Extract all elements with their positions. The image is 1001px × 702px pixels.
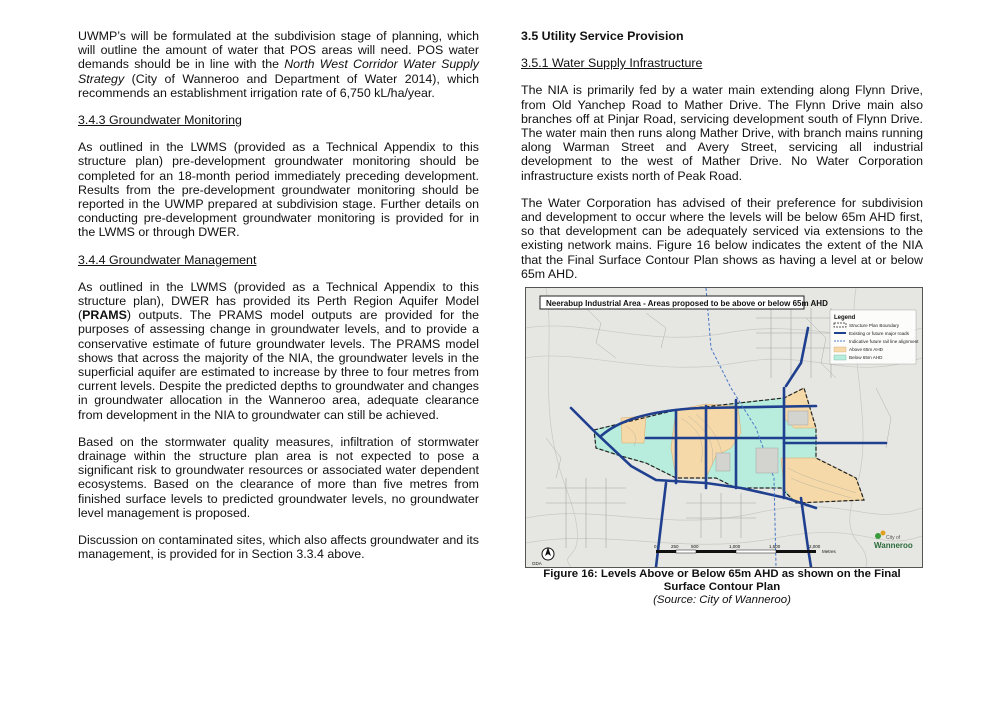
scale-unit: Metres	[822, 549, 836, 554]
heading-3-5-1: 3.5.1 Water Supply Infrastructure	[521, 56, 703, 71]
legend-title: Legend	[834, 315, 856, 321]
legend-item-roads: Existing or future major roads	[849, 331, 909, 336]
figure-caption	[521, 568, 923, 608]
scale-label-250: 250	[671, 544, 679, 549]
heading-3-5: 3.5 Utility Service Provision	[521, 29, 684, 43]
legend-item-boundary: Structure Plan Boundary	[849, 323, 900, 328]
heading-3-4-3: 3.4.3 Groundwater Monitoring	[78, 113, 242, 128]
datum-label: GDA	[532, 561, 542, 566]
paragraph-stormwater: Based on the stormwater quality measures, infiltration of stormwater drainage within the structure plan area is not expected to pose a significant risk to groundwater resources or associated water dependent ecosystems. Based on the clearance of more than five metres from finished surface levels to predicted groundwater levels, no groundwater level management is proposed.	[78, 434, 479, 520]
scale-label-500: 500	[691, 544, 699, 549]
scale-label-1000: 1,000	[729, 544, 741, 549]
paragraph-groundwater-management	[78, 280, 479, 422]
paragraph-groundwater-monitoring: As outlined in the LWMS (provided as a Technical Appendix to this structure plan) pre-development groundwater monitoring should be completed for an 18-month period immediately preceding development. Results from the pre-development groundwater monitoring should be reported in the UWMP prepared at subdivision stage. Further details on conducting pre-development groundwater monitoring is provided for in the LWMS or through DWER.	[78, 140, 479, 240]
logo-city-of: City of	[886, 535, 901, 541]
text: As outlined in the LWMS (provided as a Technical Appendix to this structure plan), DWER has provided its Perth Region Aquifer Model (	[78, 279, 479, 323]
paragraph-pos-demands	[78, 29, 479, 100]
caption-title: Figure 16: Levels Above or Below 65m AHD as shown on the Final Surface Contour Plan	[543, 568, 901, 594]
caption-source: (Source: City of Wanneroo)	[653, 594, 791, 607]
scale-label-2000: 2,000	[809, 544, 821, 549]
paragraph-water-main: The NIA is primarily fed by a water main extending along Flynn Drive, from Old Yanchep Road to Mather Drive. The Flynn Drive main also branches off at Pinjar Road, servicing development south of Flynn Drive. The water main then runs along Mather Drive, with branch mains running along Warman Street and Avery Street, servicing all industrial development to the west of Mather Drive. No Water Corporation infrastructure exists north of Peak Road.	[521, 83, 923, 183]
text: ) outputs. The PRAMS model outputs are provided for the purposes of assessing change in groundwater levels, and to provide a conservative estimate of future groundwater levels. The PRAMS model shows that across the majority of the NIA, the groundwater levels in the superficial aquifer are estimated to increase by three to four metres from current levels. Despite the predicted depths to groundwater and changes in groundwater allocation in the Wanneroo area, adequate clearance from development in the NIA to groundwater can still be achieved.	[78, 308, 479, 422]
paragraph-contaminated-sites: Discussion on contaminated sites, which also affects groundwater and its management, is provided for in Section 3.3.4 above.	[78, 533, 479, 562]
legend-item-above: Above 65m AHD	[849, 347, 883, 352]
prams-acronym: PRAMS	[82, 308, 127, 323]
heading-3-4-4: 3.4.4 Groundwater Management	[78, 252, 257, 267]
scale-label-0: 0	[654, 544, 657, 549]
map-image	[526, 288, 922, 567]
map-title: Neerabup Industrial Area - Areas proposed to be above or below 65m AHD	[546, 299, 828, 308]
text: (City of Wanneroo and Department of Water 2014), which recommends an establishment irrigation rate of 6,750 kL/ha/year.	[78, 71, 479, 100]
strategy-title: North West Corridor Water Supply Strategy	[78, 57, 480, 86]
right-column	[521, 29, 923, 294]
figure-16-map	[525, 287, 923, 568]
left-column	[78, 29, 479, 575]
logo-wanneroo: Wanneroo	[874, 541, 913, 550]
text: UWMP’s will be formulated at the subdivision stage of planning, which will outline the amount of water that POS areas will need. POS water demands should be in line with the	[78, 29, 479, 72]
paragraph-water-corporation: The Water Corporation has advised of their preference for subdivision and development to occur where the levels will be below 65m AHD first, so that development can be adequately serviced via extensions to the existing network mains. Figure 16 below indicates the extent of the NIA that the Final Surface Contour Plan shows as having a level at or below 65m AHD.	[521, 195, 923, 281]
legend-item-rail: Indicative future rail line alignment	[849, 339, 919, 344]
legend-item-below: Below 65m AHD	[849, 355, 883, 360]
scale-label-1500: 1,500	[769, 544, 781, 549]
